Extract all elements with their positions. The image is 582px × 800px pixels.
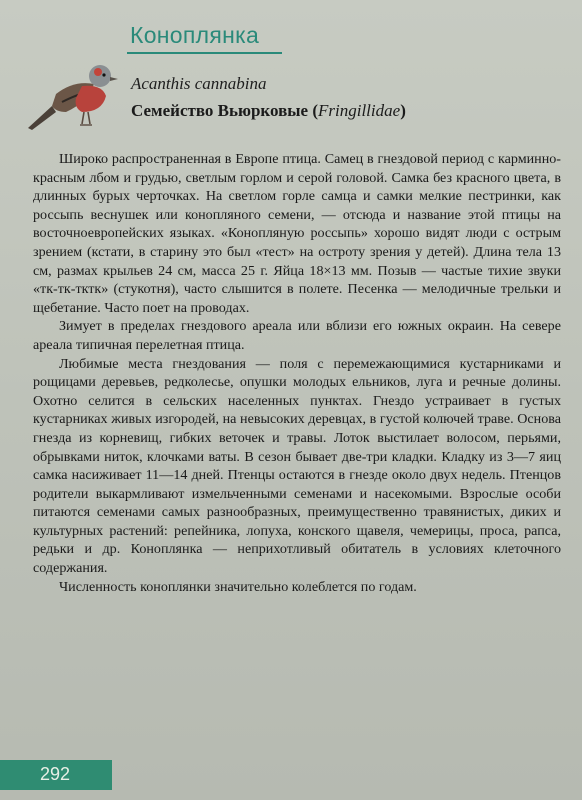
page-title: Коноплянка: [130, 22, 260, 48]
family-line: [131, 101, 406, 121]
article-body: [33, 150, 561, 596]
paragraph-nesting: Любимые места гнездования — поля с перемежающимися кустарниками и рощицами деревьев, редколесье, опушки молодых ельников, луга и речные долины. Охотно селится в сельских населенных пунктах. Гнездо устраивает в густых кустарниках живых изгородей, на невысоких деревцах, в густой колючей траве. Основа гнезда из корневищ, гибких веточек и травы. Лоток выстилает волосом, перьями, обрывками ниток, клочками ваты. В сезон бывает две-три кладки. Кладку из 3—7 яиц самка насиживает 11—14 дней. Птенцы остаются в гнезде около двух недель. Птенцов родители выкармливают измельченными семенами и насекомыми. Взрослые особи питаются семенами самых разнообразных, преимущественно травянистых, диких и культурных растений: репейника, лопуха, конского щавеля, чемерицы, проса, рапса, редьки и др. Коноплянка — неприхотливый обитатель в условиях клеточного содержания.: [33, 355, 561, 577]
paragraph-description: Широко распространенная в Европе птица. Самец в гнездовой период с карминно-красным лбом и грудью, светлым горлом и серой головой. Самка без красного цвета, в длинных бурых черточках. На светлом горле самца и самки мелкие пестринки, как россыпь веснушек или конопляного семени, — отсюда и название этой птицы на восточноевропейских языках. «Конопляную россыпь» хорошо видят люди с острым зрением (кстати, в старину это был «тест» на остроту зрения у детей). Длина тела 13 см, размах крыльев 24 см, масса 25 г. Яйца 18×13 мм. Позыв — частые тихие звуки «тк-тк-тктк» (стукотня), часто слышится в полете. Песенка — мелодичные трельки и щебетание. Часто поет на проводах.: [33, 151, 561, 316]
species-latin-name: Acanthis cannabina: [131, 74, 267, 93]
paragraph-population: Численность коноплянки значительно колеблется по годам.: [59, 578, 417, 595]
family-latin-wrapper: (Fringillidae): [312, 101, 406, 120]
family-label: Семейство Вьюрковые: [131, 101, 309, 120]
linnet-bird-icon: [22, 50, 122, 134]
title-underline: [127, 52, 282, 54]
paragraph-wintering: Зимует в пределах гнездового ареала или вблизи его южных окраин. На севере ареала типичная перелетная птица.: [33, 318, 561, 353]
family-latin-name: Fringillidae: [318, 101, 401, 120]
page-number: 292: [40, 764, 71, 784]
page-number-tab: [0, 760, 112, 790]
